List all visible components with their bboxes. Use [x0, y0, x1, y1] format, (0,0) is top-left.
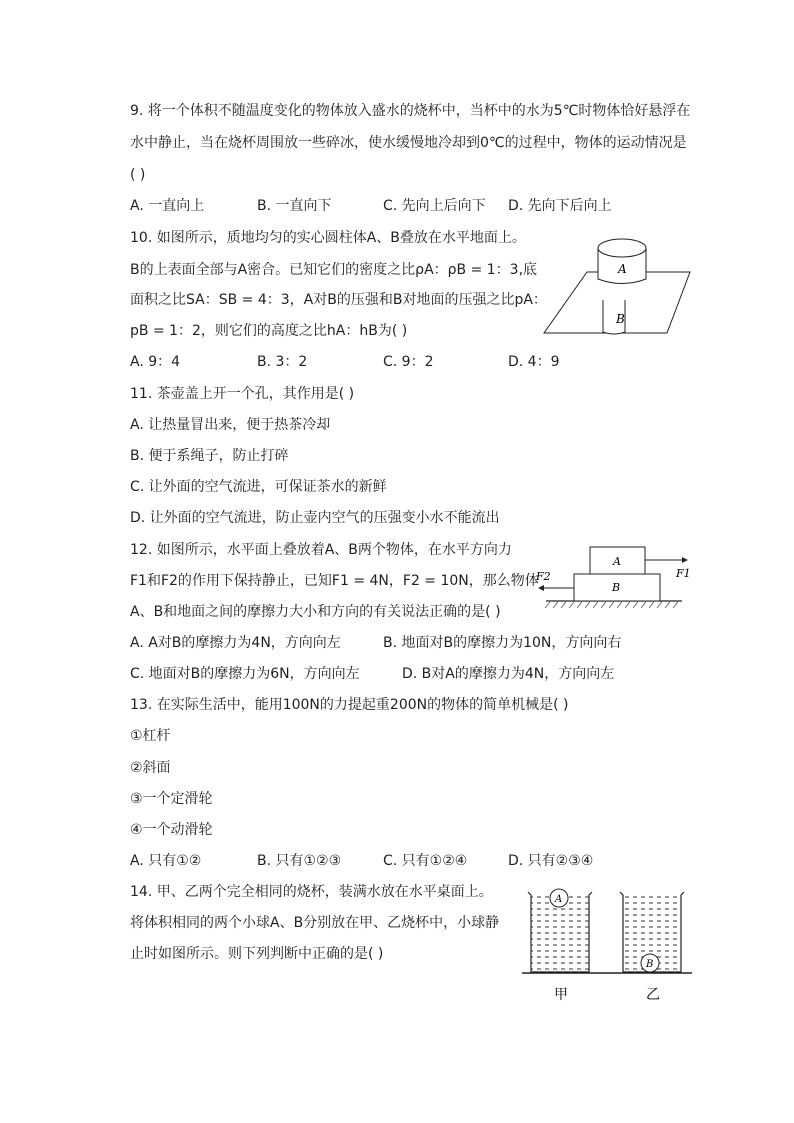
q12-option-b[interactable]: B. 地面对B的摩擦力为10N，方向向右	[383, 635, 622, 651]
q12-line-1: 12. 如图所示，水平面上叠放着A、B两个物体，在水平方向力	[130, 542, 512, 558]
q10-line-3: 面积之比SA：SB = 4：3，A对B的压强和B对地面的压强之比pA：	[130, 292, 547, 308]
q12-figure-label-a: A	[613, 555, 621, 568]
q13-line-1: 13. 在实际生活中，能用100N的力提起重200N的物体的简单机械是( )	[130, 697, 569, 713]
q13-option-b[interactable]: B. 只有①②③	[257, 853, 342, 869]
q14-figure-beakers	[520, 882, 700, 1007]
q10-option-c[interactable]: C. 9：2	[383, 354, 434, 370]
q9-option-c[interactable]: C. 先向上后向下	[383, 198, 486, 214]
q10-figure-label-b: B	[616, 312, 625, 326]
q12-figure-label-f2: F2	[536, 570, 551, 583]
q12-option-c[interactable]: C. 地面对B的摩擦力为6N，方向向左	[130, 666, 360, 682]
q14-figure-label-a: A	[555, 894, 563, 905]
q12-line-3: A、B和地面之间的摩擦力大小和方向的有关说法正确的是( )	[130, 604, 501, 620]
q11-choice-a[interactable]: A. 让热量冒出来，便于热茶冷却	[130, 417, 331, 433]
q12-options-row-2	[130, 664, 690, 684]
q13-item-1: ①杠杆	[130, 728, 171, 744]
q12-options-row-1	[130, 633, 690, 653]
q14-line-2: 将体积相同的两个小球A、B分别放在甲、乙烧杯中，小球静	[130, 915, 500, 931]
q13-option-a[interactable]: A. 只有①②	[130, 853, 202, 869]
q13-options	[130, 851, 690, 871]
q11-line-1: 11. 茶壶盖上开一个孔，其作用是( )	[130, 386, 355, 402]
q9-line-1: 9. 将一个体积不随温度变化的物体放入盛水的烧杯中，当杯中的水为5℃时物体恰好悬浮在	[130, 103, 691, 119]
q9-option-d[interactable]: D. 先向下后向上	[508, 198, 612, 214]
q14-line-3: 止时如图所示。则下列判断中正确的是( )	[130, 946, 384, 962]
q10-line-2: B的上表面全部与A密合。已知它们的密度之比ρA：ρB = 1：3,底	[130, 262, 538, 278]
q12-figure-label-b: B	[612, 581, 621, 594]
q13-item-3: ③一个定滑轮	[130, 791, 213, 807]
q13-option-c[interactable]: C. 只有①②④	[383, 853, 468, 869]
q12-figure-label-f1: F1	[676, 567, 691, 580]
q12-figure-blocks	[532, 540, 697, 610]
q13-item-2: ②斜面	[130, 760, 171, 776]
q14-figure-label-jia: 甲	[554, 987, 568, 1003]
q14-figure-label-yi: 乙	[646, 987, 660, 1003]
q10-options	[130, 352, 690, 372]
q14-figure-label-b: B	[646, 959, 654, 970]
q12-option-a[interactable]: A. A对B的摩擦力为4N，方向向左	[130, 635, 341, 651]
q10-option-a[interactable]: A. 9：4	[130, 354, 181, 370]
q10-figure-cylinders	[542, 228, 692, 338]
q9-line-3: ( )	[130, 167, 146, 183]
q12-line-2: F1和F2的作用下保持静止，已知F1 = 4N，F2 = 10N，那么物体	[130, 573, 539, 589]
q11-choice-b[interactable]: B. 便于系绳子，防止打碎	[130, 448, 289, 464]
q13-item-4: ④一个动滑轮	[130, 822, 213, 838]
q10-figure-label-a: A	[618, 262, 627, 276]
q14-line-1: 14. 甲、乙两个完全相同的烧杯，装满水放在水平桌面上。	[130, 884, 493, 900]
q10-line-4: pB = 1：2，则它们的高度之比hA：hB为( )	[130, 323, 408, 339]
q10-line-1: 10. 如图所示，质地均匀的实心圆柱体A、B叠放在水平地面上。	[130, 230, 526, 246]
q9-option-b[interactable]: B. 一直向下	[257, 198, 332, 214]
q10-option-b[interactable]: B. 3：2	[257, 354, 308, 370]
q10-option-d[interactable]: D. 4：9	[508, 354, 560, 370]
q11-choice-d[interactable]: D. 让外面的空气流进，防止壶内空气的压强变小水不能流出	[130, 510, 500, 526]
q12-option-d[interactable]: D. B对A的摩擦力为4N，方向向左	[402, 666, 615, 682]
q9-line-2: 水中静止，当在烧杯周围放一些碎冰，使水缓慢地冷却到0℃的过程中，物体的运动情况是	[130, 135, 687, 151]
q9-options	[130, 196, 690, 216]
q13-option-d[interactable]: D. 只有②③④	[508, 853, 594, 869]
q11-choice-c[interactable]: C. 让外面的空气流进，可保证茶水的新鲜	[130, 479, 387, 495]
q9-option-a[interactable]: A. 一直向上	[130, 198, 205, 214]
